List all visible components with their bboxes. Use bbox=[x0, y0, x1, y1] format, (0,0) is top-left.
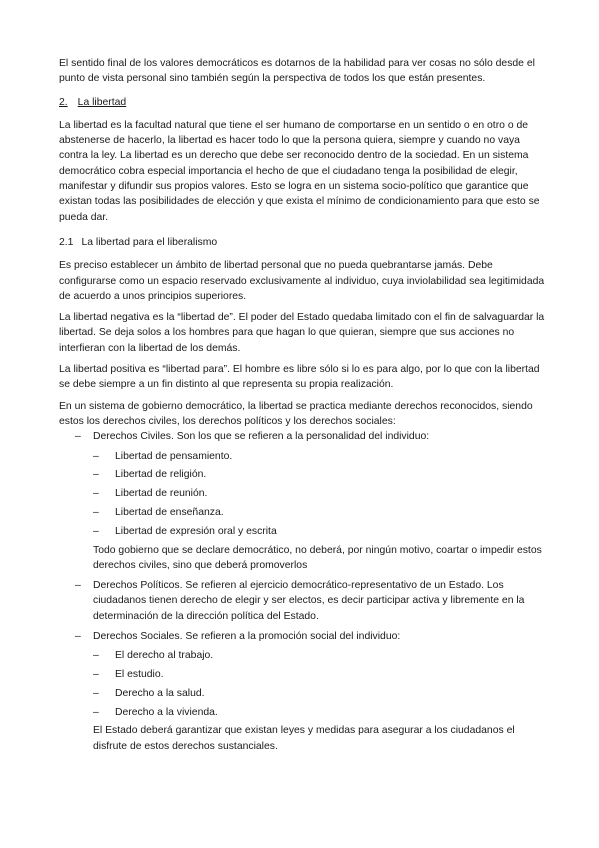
list-item-text: Libertad de expresión oral y escrita bbox=[115, 525, 277, 537]
list-item bbox=[93, 467, 545, 482]
section-2-1-heading bbox=[59, 235, 545, 250]
section-2-1-title: La libertad para el liberalismo bbox=[81, 236, 218, 248]
social-rights-note: El Estado deberá garantizar que existan leyes y medidas para asegurar a los ciudadanos el disfrute de estos derechos sustanciales. bbox=[93, 725, 515, 752]
civil-rights-sublist bbox=[93, 449, 545, 539]
list-item-text: Libertad de enseñanza. bbox=[115, 506, 224, 518]
list-item bbox=[93, 667, 545, 682]
intro-paragraph: El sentido final de los valores democráticos es dotarnos de la habilidad para ver cosas no sólo desde el punto de vista personal sino también según la perspectiva de todos los que están presentes. bbox=[59, 58, 535, 85]
civil-rights-text: Derechos Civiles. Son los que se refieren a la personalidad del individuo: bbox=[93, 431, 430, 443]
list-item-text: Derecho a la vivienda. bbox=[115, 706, 218, 718]
list-item-social-rights bbox=[59, 629, 545, 754]
dash-bullet: – bbox=[75, 431, 81, 443]
dash-bullet: – bbox=[93, 525, 99, 537]
list-item-text: Derecho a la salud. bbox=[115, 687, 205, 699]
political-rights-text: Derechos Políticos. Se refieren al ejercicio democrático-representativo de un Estado. Los ciudadanos tienen derecho de elegir y ser electos, es decir participar activa y libremente en la determinación de la dirección política del Estado. bbox=[93, 580, 525, 622]
list-item bbox=[93, 486, 545, 501]
list-item-text: Libertad de religión. bbox=[115, 469, 207, 481]
section-2-number: 2. bbox=[59, 96, 68, 108]
dash-bullet: – bbox=[93, 469, 99, 481]
liberalism-paragraph-2: La libertad negativa es la “libertad de”. El poder del Estado quedaba limitado con el fin de salvaguardar la libertad. Se deja solos a los hombres para que hagan lo que quieran, siempre que sus acciones no interfieran con la libertad de los demás. bbox=[59, 312, 545, 354]
list-item-civil-rights bbox=[59, 429, 545, 573]
list-item-political-rights bbox=[59, 578, 545, 624]
section-2-1-number: 2.1 bbox=[59, 236, 74, 248]
dash-bullet: – bbox=[93, 650, 99, 662]
list-item bbox=[93, 524, 545, 539]
dash-bullet: – bbox=[93, 450, 99, 462]
list-item-text: El derecho al trabajo. bbox=[115, 650, 214, 662]
social-rights-sublist bbox=[93, 648, 545, 720]
list-item-text: Libertad de reunión. bbox=[115, 488, 208, 500]
section-2-heading bbox=[59, 95, 545, 110]
dash-bullet: – bbox=[75, 580, 81, 592]
dash-bullet: – bbox=[93, 506, 99, 518]
list-item bbox=[93, 505, 545, 520]
list-item bbox=[93, 449, 545, 464]
dash-bullet: – bbox=[93, 488, 99, 500]
list-item bbox=[93, 686, 545, 701]
social-rights-text: Derechos Sociales. Se refieren a la promoción social del individuo: bbox=[93, 631, 401, 642]
liberalism-paragraph-4: En un sistema de gobierno democrático, la libertad se practica mediante derechos reconocidos, siendo estos los derechos civiles, los derechos políticos y los derechos sociales: bbox=[59, 400, 533, 427]
list-item bbox=[93, 705, 545, 720]
dash-bullet: – bbox=[93, 669, 99, 681]
section-2-paragraph: La libertad es la facultad natural que tiene el ser humano de comportarse en un sentido o en otro o de abstenerse de hacerlo, la libertad es hacer todo lo que la persona quiera, siempre y cuando no vaya contra la ley. La libertad es un derecho que debe ser reconocido dentro de la sociedad. En un sistema democrático cobra especial importancia el hecho de que el ciudadano tenga la posibilidad de elegir, manifestar y difundir sus propios valores. Esto se logra en un sistema socio-político que garantice que existan todas las posibilidades de elección y que exista el mínimo de condicionamiento para que esto se pueda dar. bbox=[59, 119, 540, 223]
list-item-text: Libertad de pensamiento. bbox=[115, 450, 233, 462]
civil-rights-note: Todo gobierno que se declare democrático, no deberá, por ningún motivo, coartar o impedir estos derechos civiles, sino que deberá promoverlos bbox=[93, 544, 542, 571]
rights-list bbox=[59, 429, 545, 754]
list-item bbox=[93, 648, 545, 663]
dash-bullet: – bbox=[93, 687, 99, 699]
liberalism-paragraph-3: La libertad positiva es “libertad para”. El hombre es libre sólo si lo es para algo, por lo que con la libertad se debe siempre a un fin distinto al que representa su propia realización. bbox=[59, 364, 540, 391]
dash-bullet: – bbox=[93, 706, 99, 718]
list-item-text: El estudio. bbox=[115, 669, 164, 681]
dash-bullet: – bbox=[75, 631, 81, 642]
liberalism-paragraph-1: Es preciso establecer un ámbito de libertad personal que no pueda quebrantarse jamás. Debe configurarse como un espacio reservado exclusivamente al individuo, cuya inviolabilidad sea legitimidada de acuerdo a unos principios superiores. bbox=[59, 260, 545, 302]
section-2-title: La libertad bbox=[77, 96, 127, 108]
